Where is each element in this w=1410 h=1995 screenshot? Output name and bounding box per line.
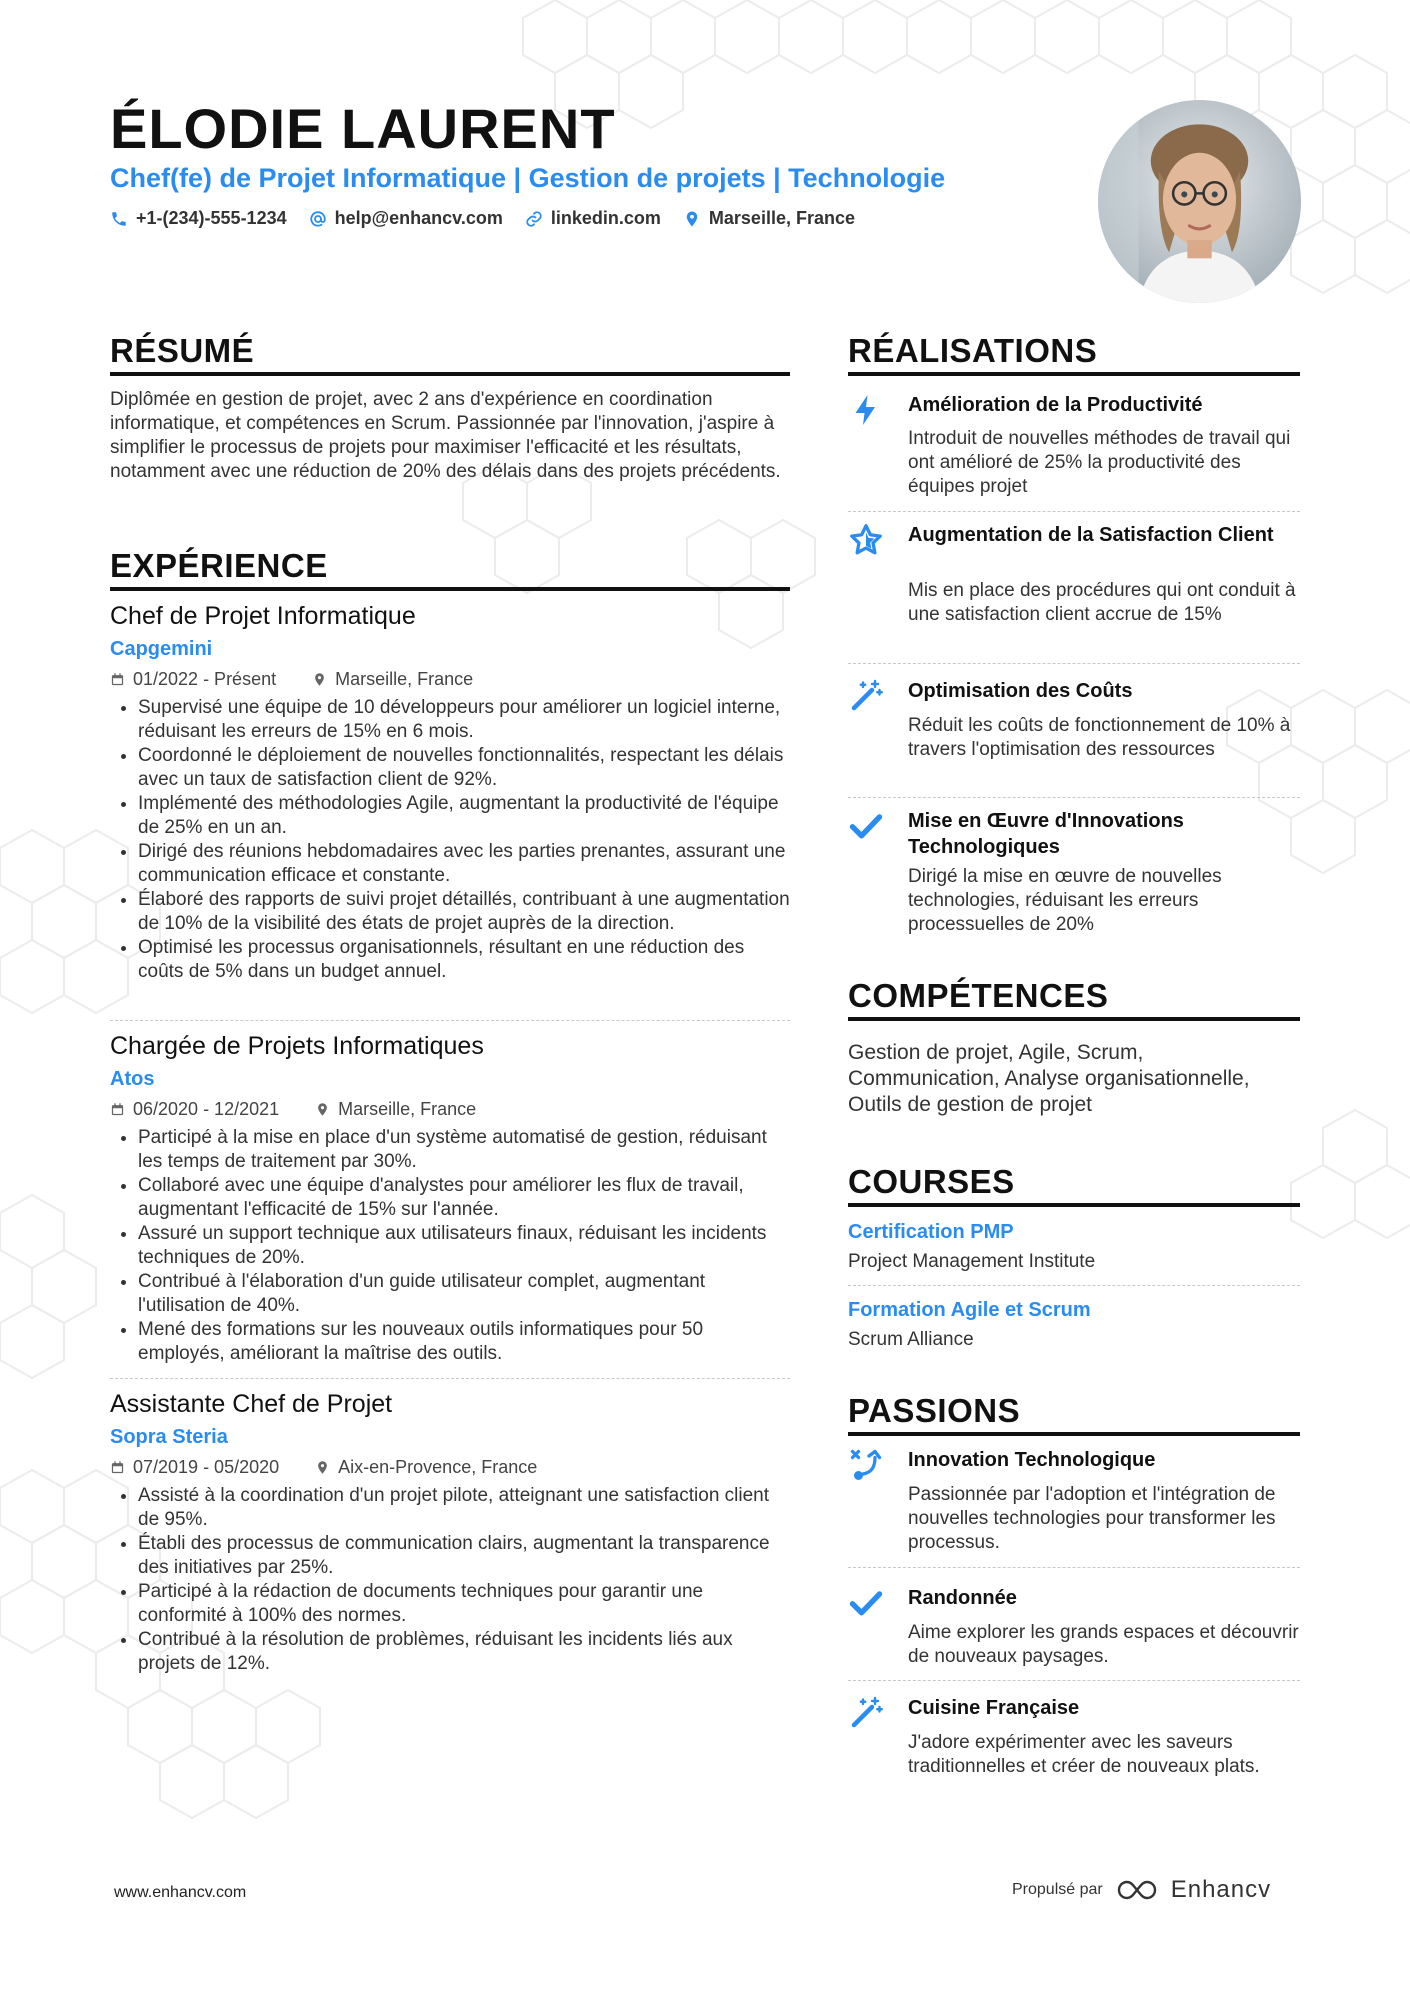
passions-heading: PASSIONS xyxy=(848,1392,1021,1429)
experience-rule xyxy=(110,587,790,591)
job-bullet: • Participé à la rédaction de documents techniques pour garantir une conformité à 100% des normes. xyxy=(138,1580,790,1628)
job-location: Marseille, France xyxy=(338,1099,477,1119)
job-bullet: • Implémenté des méthodologies Agile, augmentant la productivité de l'équipe de 25% en un an. xyxy=(138,792,790,840)
profile-photo xyxy=(1098,100,1301,303)
job-bullet: • Assisté à la coordination d'un projet pilote, atteignant une satisfaction client de 95%. xyxy=(138,1484,790,1532)
job-role: Assistante Chef de Projet xyxy=(110,1390,393,1418)
calendar-icon xyxy=(110,1102,125,1117)
phone-icon xyxy=(110,210,128,228)
contact-phone[interactable] xyxy=(110,208,287,229)
achievement-text: Dirigé la mise en œuvre de nouvelles technologies, réduisant les erreurs processuelles de 20% xyxy=(908,866,1222,935)
link-icon xyxy=(525,210,543,228)
achievements-rule xyxy=(848,372,1300,376)
location-pin-icon xyxy=(683,210,701,228)
magic-wand-icon xyxy=(848,1695,884,1731)
magic-wand-icon xyxy=(848,678,884,714)
job-bullets xyxy=(110,696,790,984)
job-meta xyxy=(110,1098,790,1120)
skills-text: Gestion de projet, Agile, Scrum, Communication, Analyse organisationnelle, Outils de gestion de projet xyxy=(848,1041,1250,1116)
passion-title: Randonnée xyxy=(908,1587,1017,1609)
job-role: Chef de Projet Informatique xyxy=(110,602,416,630)
experience-item xyxy=(110,600,790,984)
contact-location xyxy=(683,208,855,229)
location-pin-icon xyxy=(315,1460,330,1475)
job-company[interactable]: Capgemini xyxy=(110,638,213,660)
calendar-icon xyxy=(110,672,125,687)
courses-heading: COURSES xyxy=(848,1163,1015,1200)
divider xyxy=(848,663,1300,664)
divider xyxy=(848,511,1300,512)
job-dates: 06/2020 - 12/2021 xyxy=(133,1099,280,1119)
job-company[interactable]: Atos xyxy=(110,1068,155,1090)
job-bullet: • Supervisé une équipe de 10 développeurs pour améliorer un logiciel interne, réduisant les erreurs de 15% en 6 mois. xyxy=(138,696,790,744)
job-role: Chargée de Projets Informatiques xyxy=(110,1032,484,1060)
achievement-title: Amélioration de la Productivité xyxy=(908,394,1203,416)
location-pin-icon xyxy=(315,1102,330,1117)
courses-rule xyxy=(848,1203,1300,1207)
job-location: Marseille, France xyxy=(335,669,474,689)
job-meta xyxy=(110,1456,790,1478)
skills-rule xyxy=(848,1017,1300,1021)
achievement-text: Réduit les coûts de fonctionnement de 10% à travers l'optimisation des ressources xyxy=(908,715,1291,760)
checkmark-icon xyxy=(848,808,884,844)
strategy-icon xyxy=(848,1447,884,1483)
job-company[interactable]: Sopra Steria xyxy=(110,1426,228,1448)
job-bullet: • Optimisé les processus organisationnels, résultant en une réduction des coûts de 5% dans un budget annuel. xyxy=(138,936,790,984)
job-bullet: • Collaboré avec une équipe d'analystes pour améliorer les flux de travail, augmentant l'efficacité de 15% sur l'année. xyxy=(138,1174,790,1222)
footer-branding[interactable] xyxy=(1012,1876,1271,1904)
brand-name: Enhancv xyxy=(1170,1876,1272,1903)
job-bullet: • Établi des processus de communication clairs, augmentant la transparence des initiatives par 25%. xyxy=(138,1532,790,1580)
location-pin-icon xyxy=(312,672,327,687)
passion-title: Innovation Technologique xyxy=(908,1449,1156,1471)
candidate-name: ÉLODIE LAURENT xyxy=(110,97,616,160)
divider xyxy=(848,1285,1300,1286)
job-bullet: • Assuré un support technique aux utilisateurs finaux, réduisant les incidents techniques de 20%. xyxy=(138,1222,790,1270)
job-bullet: • Coordonné le déploiement de nouvelles fonctionnalités, respectant les délais avec un taux de satisfaction client de 92%. xyxy=(138,744,790,792)
job-meta xyxy=(110,668,790,690)
job-dates: 07/2019 - 05/2020 xyxy=(133,1457,280,1477)
job-bullet: • Mené des formations sur les nouveaux outils informatiques pour 50 employés, améliorant la maîtrise des outils. xyxy=(138,1318,790,1366)
star-icon xyxy=(848,522,884,558)
experience-item xyxy=(110,1388,790,1676)
email-text: help@enhancv.com xyxy=(334,208,503,228)
passions-rule xyxy=(848,1432,1300,1436)
summary-text: Diplômée en gestion de projet, avec 2 ans d'expérience en coordination informatique, et compétences en Scrum. Passionnée par l'innovation, j'aspire à simplifier le processus de projets pour maximiser l'efficacité et les résultats, notamment avec une réduction de 20% des délais dans des projets précédents. xyxy=(110,389,781,482)
lightning-icon xyxy=(848,392,884,428)
enhancv-logo-icon xyxy=(1115,1878,1159,1902)
contact-bar xyxy=(110,208,855,229)
job-bullet: • Élaboré des rapports de suivi projet détaillés, contribuant à une augmentation de 10% de la visibilité des états de projet auprès de la direction. xyxy=(138,888,790,936)
job-bullet: • Participé à la mise en place d'un système automatisé de gestion, réduisant les temps de traitement par 30%. xyxy=(138,1126,790,1174)
phone-text: +1-(234)-555-1234 xyxy=(136,208,287,228)
skills-heading: COMPÉTENCES xyxy=(848,977,1109,1014)
at-sign-icon xyxy=(309,210,327,228)
course-provider: Project Management Institute xyxy=(848,1251,1096,1272)
summary-rule xyxy=(110,372,790,376)
passion-text: J'adore expérimenter avec les saveurs traditionnelles et créer de nouveaux plats. xyxy=(908,1732,1260,1777)
divider xyxy=(110,1020,790,1021)
achievement-title: Optimisation des Coûts xyxy=(908,680,1133,702)
calendar-icon xyxy=(110,1460,125,1475)
course-title: Formation Agile et Scrum xyxy=(848,1299,1091,1321)
achievement-text: Mis en place des procédures qui ont conduit à une satisfaction client accrue de 15% xyxy=(908,580,1296,625)
experience-heading: EXPÉRIENCE xyxy=(110,547,328,584)
course-provider: Scrum Alliance xyxy=(848,1329,974,1350)
passion-title: Cuisine Française xyxy=(908,1697,1080,1719)
powered-by-label: Propulsé par xyxy=(1012,1881,1103,1898)
divider xyxy=(110,1378,790,1379)
achievement-text: Introduit de nouvelles méthodes de travail qui ont amélioré de 25% la productivité des équipes projet xyxy=(908,428,1291,497)
contact-email[interactable] xyxy=(309,208,503,229)
achievement-title: Mise en Œuvre d'Innovations Technologiques xyxy=(908,810,1184,858)
achievements-heading: RÉALISATIONS xyxy=(848,332,1098,369)
job-bullet: • Dirigé des réunions hebdomadaires avec les parties prenantes, assurant une communication efficace et constante. xyxy=(138,840,790,888)
divider xyxy=(848,1680,1300,1681)
job-bullet: • Contribué à la résolution de problèmes, réduisant les incidents liés aux projets de 12%. xyxy=(138,1628,790,1676)
divider xyxy=(848,1567,1300,1568)
job-bullets xyxy=(110,1484,790,1676)
divider xyxy=(848,797,1300,798)
candidate-title: Chef(fe) de Projet Informatique | Gestion de projets | Technologie xyxy=(110,163,946,193)
location-text: Marseille, France xyxy=(708,208,855,228)
achievement-title: Augmentation de la Satisfaction Client xyxy=(908,524,1274,546)
job-dates: 01/2022 - Présent xyxy=(133,669,277,689)
linkedin-text: linkedin.com xyxy=(550,208,661,228)
experience-item xyxy=(110,1030,790,1366)
passion-text: Aime explorer les grands espaces et découvrir de nouveaux paysages. xyxy=(908,1622,1299,1667)
job-bullet: • Contribué à l'élaboration d'un guide utilisateur complet, augmentant l'utilisation de 40%. xyxy=(138,1270,790,1318)
footer-website[interactable]: www.enhancv.com xyxy=(114,1884,247,1901)
passion-text: Passionnée par l'adoption et l'intégration de nouvelles technologies pour transformer les processus. xyxy=(908,1484,1276,1553)
contact-linkedin[interactable] xyxy=(525,208,661,229)
summary-heading: RÉSUMÉ xyxy=(110,332,255,369)
job-bullets xyxy=(110,1126,790,1366)
course-title: Certification PMP xyxy=(848,1221,1014,1243)
job-location: Aix-en-Provence, France xyxy=(338,1457,538,1477)
checkmark-icon xyxy=(848,1585,884,1621)
